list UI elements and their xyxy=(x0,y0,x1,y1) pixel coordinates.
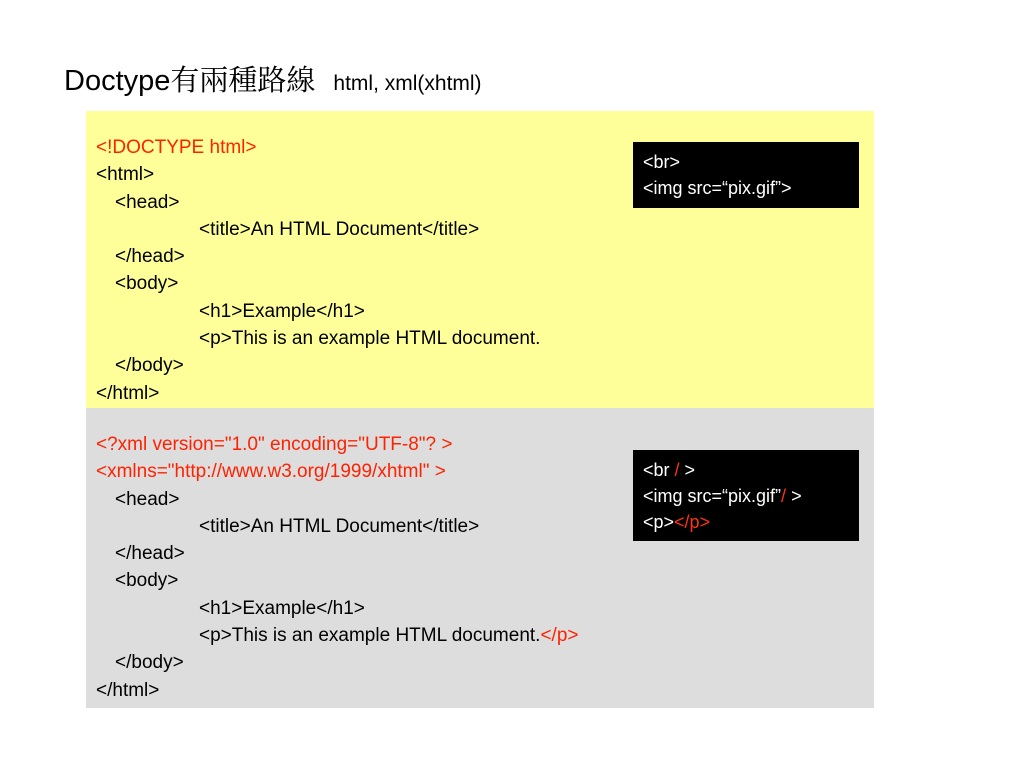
paragraph-text: <p>This is an example HTML document. xyxy=(199,625,541,647)
slide-title xyxy=(64,58,482,99)
h1-line: <h1>Example</h1> xyxy=(199,597,365,619)
html-doctype-panel xyxy=(86,111,874,408)
paragraph-line xyxy=(96,622,579,649)
paragraph-close-tag: </p> xyxy=(540,625,579,647)
html-code-block xyxy=(96,134,540,407)
note-p-open: <p> xyxy=(643,512,675,532)
note-p-close: </p> xyxy=(674,512,711,532)
body-close-tag: </body> xyxy=(115,652,184,674)
head-close-tag: </head> xyxy=(115,246,185,268)
body-open-tag: <body> xyxy=(115,273,179,295)
body-close-tag: </body> xyxy=(115,355,184,377)
xhtml-empty-tags-note xyxy=(633,450,859,541)
xml-declaration-line: <?xml version="1.0" encoding="UTF-8"? > xyxy=(96,434,453,455)
slide-title-sub: html, xml(xhtml) xyxy=(333,72,482,95)
body-open-tag: <body> xyxy=(115,570,179,592)
html-close-tag: </html> xyxy=(96,679,160,701)
note-br-line xyxy=(643,457,849,483)
head-open-tag: <head> xyxy=(115,191,180,213)
xhtml-code-block xyxy=(96,431,579,704)
note-img-slash: / xyxy=(781,486,787,506)
xmlns-line: <xmlns="http://www.w3.org/1999/xhtml" > xyxy=(96,461,446,483)
title-line: <title>An HTML Document</title> xyxy=(199,515,480,537)
note-br-open: <br xyxy=(643,460,675,480)
xhtml-doctype-panel xyxy=(86,408,874,708)
note-p-line xyxy=(643,509,849,535)
note-br-line: <br> xyxy=(643,152,681,172)
html-doctype-line: <!DOCTYPE html> xyxy=(96,137,257,158)
paragraph-line: <p>This is an example HTML document. xyxy=(199,328,541,350)
head-close-tag: </head> xyxy=(115,543,185,565)
note-br-close: > xyxy=(679,460,696,480)
note-img-close: > xyxy=(786,486,802,506)
html-open-tag: <html> xyxy=(96,164,155,186)
html-empty-tags-note xyxy=(633,142,859,208)
head-open-tag: <head> xyxy=(115,488,180,510)
note-img-line xyxy=(643,483,849,509)
note-img-open: <img src=“pix.gif” xyxy=(643,486,782,506)
h1-line: <h1>Example</h1> xyxy=(199,300,365,322)
title-line: <title>An HTML Document</title> xyxy=(199,218,480,240)
note-img-line: <img src=“pix.gif”> xyxy=(643,178,792,198)
slide-title-main: Doctype有兩種路線 xyxy=(64,65,316,97)
html-close-tag: </html> xyxy=(96,382,160,404)
note-br-slash: / xyxy=(674,460,680,480)
